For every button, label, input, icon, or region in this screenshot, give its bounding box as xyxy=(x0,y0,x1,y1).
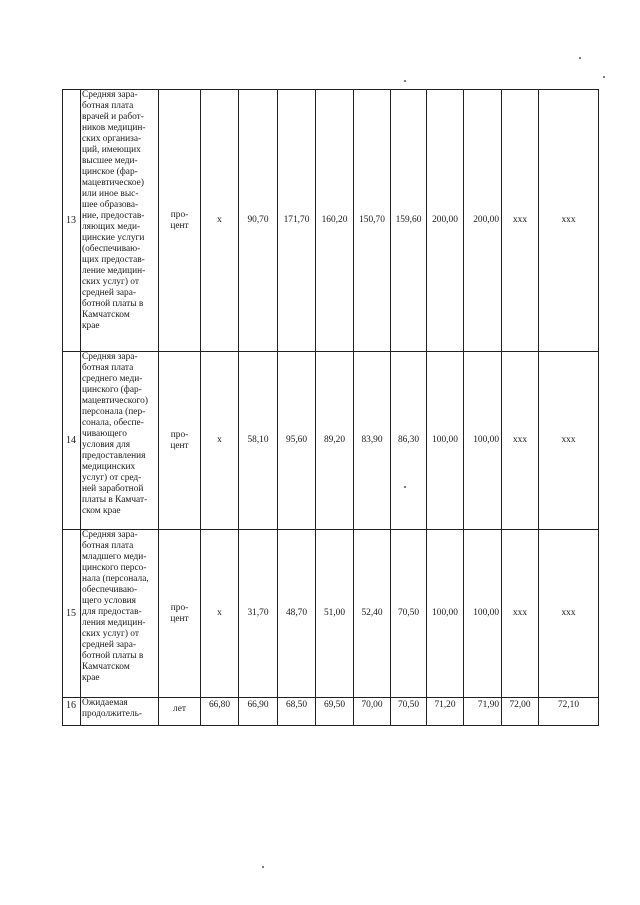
value-cell: x xyxy=(201,90,239,352)
value-cell: 159,60 xyxy=(391,90,427,352)
value-cell: 52,40 xyxy=(354,530,391,698)
value-cell: 95,60 xyxy=(278,352,316,530)
value-cell: 66,90 xyxy=(239,698,278,726)
indicator-name-line: средней зара- xyxy=(82,288,137,298)
value-cell: x xyxy=(201,530,239,698)
indicator-name-line: цинского персо- xyxy=(82,563,147,573)
indicator-name-line: нала (персонала, xyxy=(82,574,149,584)
value-cell: 71,20 xyxy=(427,698,464,726)
table-row xyxy=(63,530,599,698)
indicator-name-line: младшего меди- xyxy=(82,552,147,562)
indicator-name-line: крае xyxy=(82,673,100,683)
value-cell: x xyxy=(201,352,239,530)
indicator-name-line: ботная плата xyxy=(82,541,134,551)
value-cell: 70,50 xyxy=(391,698,427,726)
indicator-name-line: ние, предостав- xyxy=(82,211,145,221)
indicator-name-line: средней зара- xyxy=(82,640,137,650)
value-cell: xxx xyxy=(539,352,599,530)
unit-line: цент xyxy=(170,613,189,624)
indicator-name-cell xyxy=(81,352,159,530)
unit-cell xyxy=(159,698,201,726)
indicator-name-line: ботная плата xyxy=(82,101,134,111)
value-cell: 70,50 xyxy=(391,530,427,698)
table-row xyxy=(63,90,599,352)
value-cell: 100,00 xyxy=(464,352,502,530)
value-cell: 86,30 xyxy=(391,352,427,530)
value-cell: 83,90 xyxy=(354,352,391,530)
scan-speck xyxy=(579,57,581,59)
value-cell: xxx xyxy=(539,90,599,352)
scan-speck xyxy=(603,76,605,78)
value-cell: 51,00 xyxy=(316,530,354,698)
indicator-name-line: Средняя зара- xyxy=(82,530,138,540)
unit-line: про- xyxy=(170,429,189,440)
indicator-name-line: цинское (фар- xyxy=(82,167,138,177)
indicator-name-line: сонала, обеспе- xyxy=(82,418,144,428)
indicator-name-line: высшее меди- xyxy=(82,156,138,166)
scan-speck xyxy=(262,866,264,868)
value-cell: 150,70 xyxy=(354,90,391,352)
indicator-name-line: ских услуг) от xyxy=(82,629,139,639)
indicator-name-line: предоставления xyxy=(82,451,146,461)
indicator-name-line: ляющих меди- xyxy=(82,222,141,232)
value-cell: 160,20 xyxy=(316,90,354,352)
indicator-name-line: среднего меди- xyxy=(82,374,143,384)
indicator-name-line: ников медицин- xyxy=(82,123,146,133)
indicator-name-line: платы в Камчат- xyxy=(82,495,148,505)
indicator-name-line: врачей и работ- xyxy=(82,112,144,122)
unit-line: про- xyxy=(170,209,189,220)
value-cell: 89,20 xyxy=(316,352,354,530)
indicator-name-line: цинского (фар- xyxy=(82,385,142,395)
row-number: 13 xyxy=(63,90,81,352)
value-cell: 48,70 xyxy=(278,530,316,698)
indicator-name-line: ских организа- xyxy=(82,134,142,144)
indicator-name-line: обеспечиваю- xyxy=(82,585,138,595)
indicator-name-cell xyxy=(81,530,159,698)
value-cell: 100,00 xyxy=(464,530,502,698)
indicator-name-line: услуг) от сред- xyxy=(82,473,142,483)
table-body xyxy=(63,90,599,726)
indicator-name-line: Камчатском xyxy=(82,662,130,672)
value-cell: 171,70 xyxy=(278,90,316,352)
indicator-name-line: ления медицин- xyxy=(82,618,146,628)
value-cell: 200,00 xyxy=(427,90,464,352)
scan-speck xyxy=(404,80,406,82)
value-cell: 70,00 xyxy=(354,698,391,726)
indicator-name-line: чивающего xyxy=(82,429,127,439)
value-cell: xxx xyxy=(539,530,599,698)
value-cell: 90,70 xyxy=(239,90,278,352)
indicator-name-line: ление медицин- xyxy=(82,266,146,276)
scan-speck xyxy=(404,486,406,488)
indicator-name-line: щего условия xyxy=(82,596,136,606)
value-cell: 72,00 xyxy=(502,698,539,726)
indicator-name-line: продолжитель- xyxy=(82,709,142,719)
value-cell: 71,90 xyxy=(464,698,502,726)
indicator-name-line: ций, имеющих xyxy=(82,145,141,155)
indicator-name-line: ском крае xyxy=(82,506,121,516)
indicator-name-line: щих предостав- xyxy=(82,255,145,265)
value-cell: 100,00 xyxy=(427,352,464,530)
indicator-name-line: для предостав- xyxy=(82,607,142,617)
table-row xyxy=(63,698,599,726)
indicator-name-line: условия для xyxy=(82,440,131,450)
value-cell: 100,00 xyxy=(427,530,464,698)
row-number: 14 xyxy=(63,352,81,530)
indicator-name-line: ботная плата xyxy=(82,363,134,373)
value-cell: 69,50 xyxy=(316,698,354,726)
indicator-name-line: шее образова- xyxy=(82,200,139,210)
indicator-name-line: крае xyxy=(82,321,100,331)
value-cell: xxx xyxy=(502,352,539,530)
indicator-name-line: ботной платы в xyxy=(82,651,144,661)
indicator-name-line: Средняя зара- xyxy=(82,90,138,100)
unit-line: цент xyxy=(170,440,189,451)
indicator-name-line: Камчатском xyxy=(82,310,130,320)
unit-line: лет xyxy=(173,704,186,714)
indicator-name-line: медицинских xyxy=(82,462,136,472)
indicator-name-line: персонала (пер- xyxy=(82,407,146,417)
indicator-name-line: Средняя зара- xyxy=(82,352,138,362)
value-cell: 31,70 xyxy=(239,530,278,698)
indicator-name-line: ней заработной xyxy=(82,484,144,494)
value-cell: 68,50 xyxy=(278,698,316,726)
unit-line: про- xyxy=(170,602,189,613)
unit-cell xyxy=(159,90,201,352)
indicator-name-line: мацевтического) xyxy=(82,396,148,406)
value-cell: 58,10 xyxy=(239,352,278,530)
unit-cell xyxy=(159,530,201,698)
indicator-name-cell xyxy=(81,698,159,726)
indicator-name-line: ботной платы в xyxy=(82,299,144,309)
row-number: 16 xyxy=(63,698,81,726)
indicator-name-cell xyxy=(81,90,159,352)
unit-cell xyxy=(159,352,201,530)
indicators-table xyxy=(62,89,599,726)
indicator-name-line: ских услуг) от xyxy=(82,277,139,287)
indicator-name-line: Ожидаемая xyxy=(82,698,128,708)
value-cell: 200,00 xyxy=(464,90,502,352)
indicator-name-line: (обеспечиваю- xyxy=(82,244,141,254)
value-cell: 66,80 xyxy=(201,698,239,726)
indicator-name-line: мацевтическое) xyxy=(82,178,144,188)
value-cell: 72,10 xyxy=(539,698,599,726)
value-cell: xxx xyxy=(502,90,539,352)
row-number: 15 xyxy=(63,530,81,698)
unit-line: цент xyxy=(170,220,189,231)
indicator-name-line: или иное выс- xyxy=(82,189,139,199)
value-cell: xxx xyxy=(502,530,539,698)
indicator-name-line: цинские услуги xyxy=(82,233,145,243)
table-row xyxy=(63,352,599,530)
